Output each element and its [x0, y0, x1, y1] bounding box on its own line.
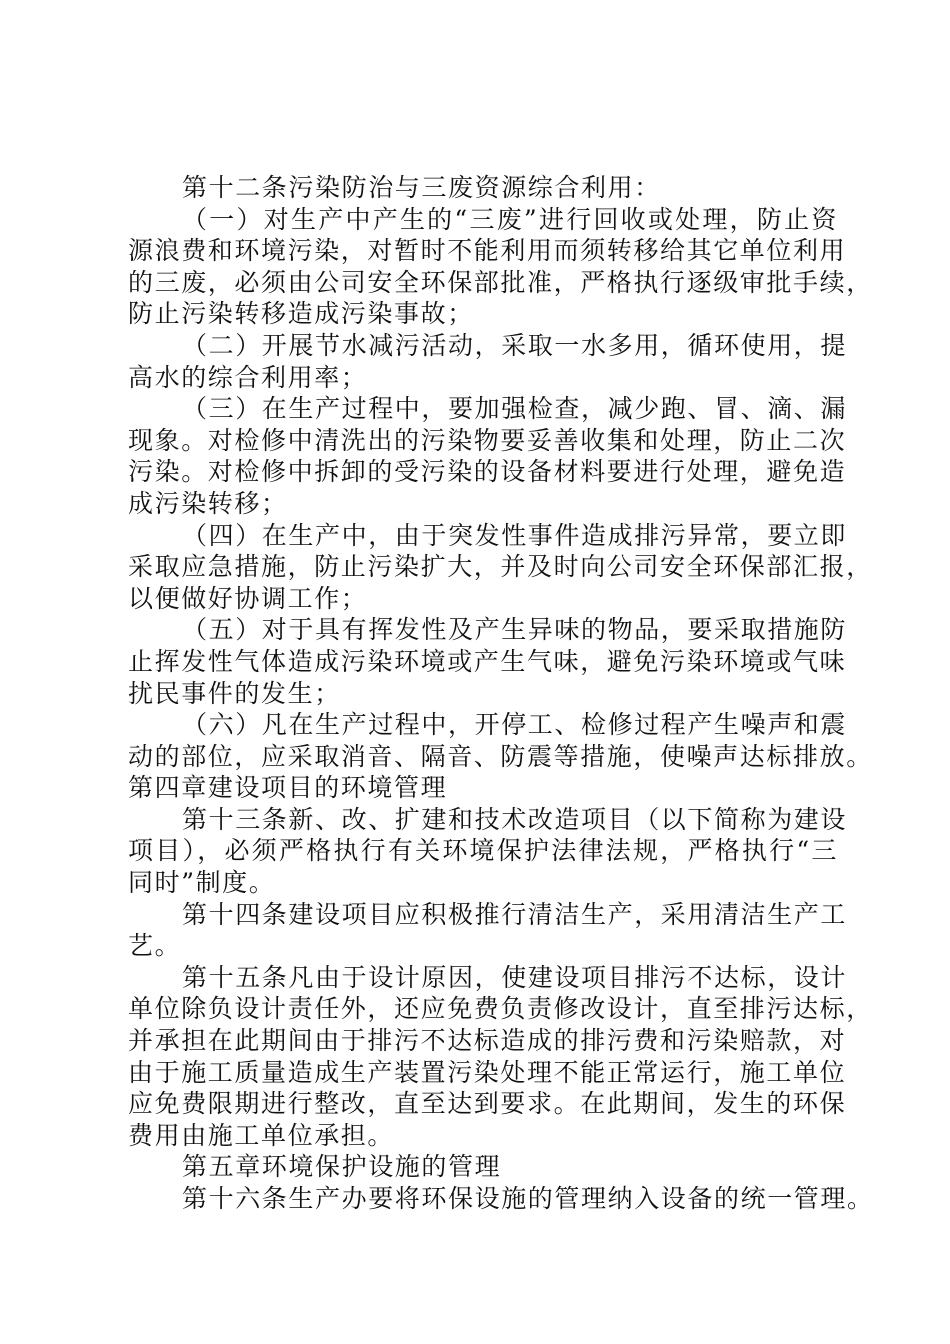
- text-line: 采取应急措施，防止污染扩大，并及时向公司安全环保部汇报，: [128, 552, 873, 582]
- text-line: 的三废，必须由公司安全环保部批准，严格执行逐级审批手续，: [128, 267, 873, 297]
- text-line: 艺。: [128, 931, 182, 961]
- article-12-heading: 第十二条污染防治与三废资源综合利用：: [182, 173, 661, 202]
- text-line: 费用由施工单位承担。: [128, 1120, 395, 1150]
- text-line: 第十六条生产办要将环保设施的管理纳入设备的统一管理。: [182, 1184, 874, 1213]
- text-line: 并承担在此期间由于排污不达标造成的排污费和污染赔款，对: [128, 1026, 847, 1056]
- text-line: （二）开展节水减污活动，采取一水多用，循环使用，提: [182, 330, 848, 360]
- text-line: 同时”制度。: [128, 868, 276, 898]
- text-line: 防止污染转移造成污染事故；: [128, 299, 474, 329]
- text-line: 成污染转移；: [128, 488, 288, 518]
- text-line: 应免费限期进行整改，直至达到要求。在此期间，发生的环保: [128, 1089, 847, 1119]
- text-line: 源浪费和环境污染，对暂时不能利用而须转移给其它单位利用: [128, 236, 847, 266]
- text-line: 现象。对检修中清洗出的污染物要妥善收集和处理，防止二次: [128, 425, 847, 455]
- text-line: （三）在生产过程中，要加强检查，减少跑、冒、滴、漏: [182, 394, 848, 424]
- text-line: 第十五条凡由于设计原因，使建设项目排污不达标，设计: [182, 962, 848, 992]
- text-line: 以便做好协调工作；: [128, 583, 368, 613]
- text-line: 由于施工质量造成生产装置污染处理不能正常运行，施工单位: [128, 1057, 847, 1087]
- text-line: 第十四条建设项目应积极推行清洁生产，采用清洁生产工: [182, 899, 848, 929]
- text-line: （六）凡在生产过程中，开停工、检修过程产生噪声和震: [182, 710, 848, 740]
- chapter-4-heading: 第四章建设项目的环境管理: [128, 773, 448, 803]
- text-line: 止挥发性气体造成污染环境或产生气味，避免污染环境或气味: [128, 646, 847, 676]
- text-line: （五）对于具有挥发性及产生异味的物品，要采取措施防: [182, 615, 848, 645]
- text-line: 高水的综合利用率；: [128, 362, 368, 392]
- text-line: 动的部位，应采取消音、隔音、防震等措施，使噪声达标排放。: [128, 741, 873, 771]
- text-line: （四）在生产中，由于突发性事件造成排污异常，要立即: [182, 520, 848, 550]
- text-line: 污染。对检修中拆卸的受污染的设备材料要进行处理，避免造: [128, 457, 847, 487]
- document-body: [128, 172, 874, 1215]
- text-line: （一）对生产中产生的“三废”进行回收或处理，防止资: [182, 204, 838, 234]
- chapter-5-heading: 第五章环境保护设施的管理: [182, 1152, 502, 1182]
- text-line: 扰民事件的发生；: [128, 678, 341, 708]
- text-line: 项目），必须严格执行有关环境保护法律法规，严格执行“三: [128, 836, 838, 866]
- text-line: 第十三条新、改、扩建和技术改造项目（以下简称为建设: [182, 804, 848, 834]
- text-line: 单位除负设计责任外，还应免费负责修改设计，直至排污达标，: [128, 994, 873, 1024]
